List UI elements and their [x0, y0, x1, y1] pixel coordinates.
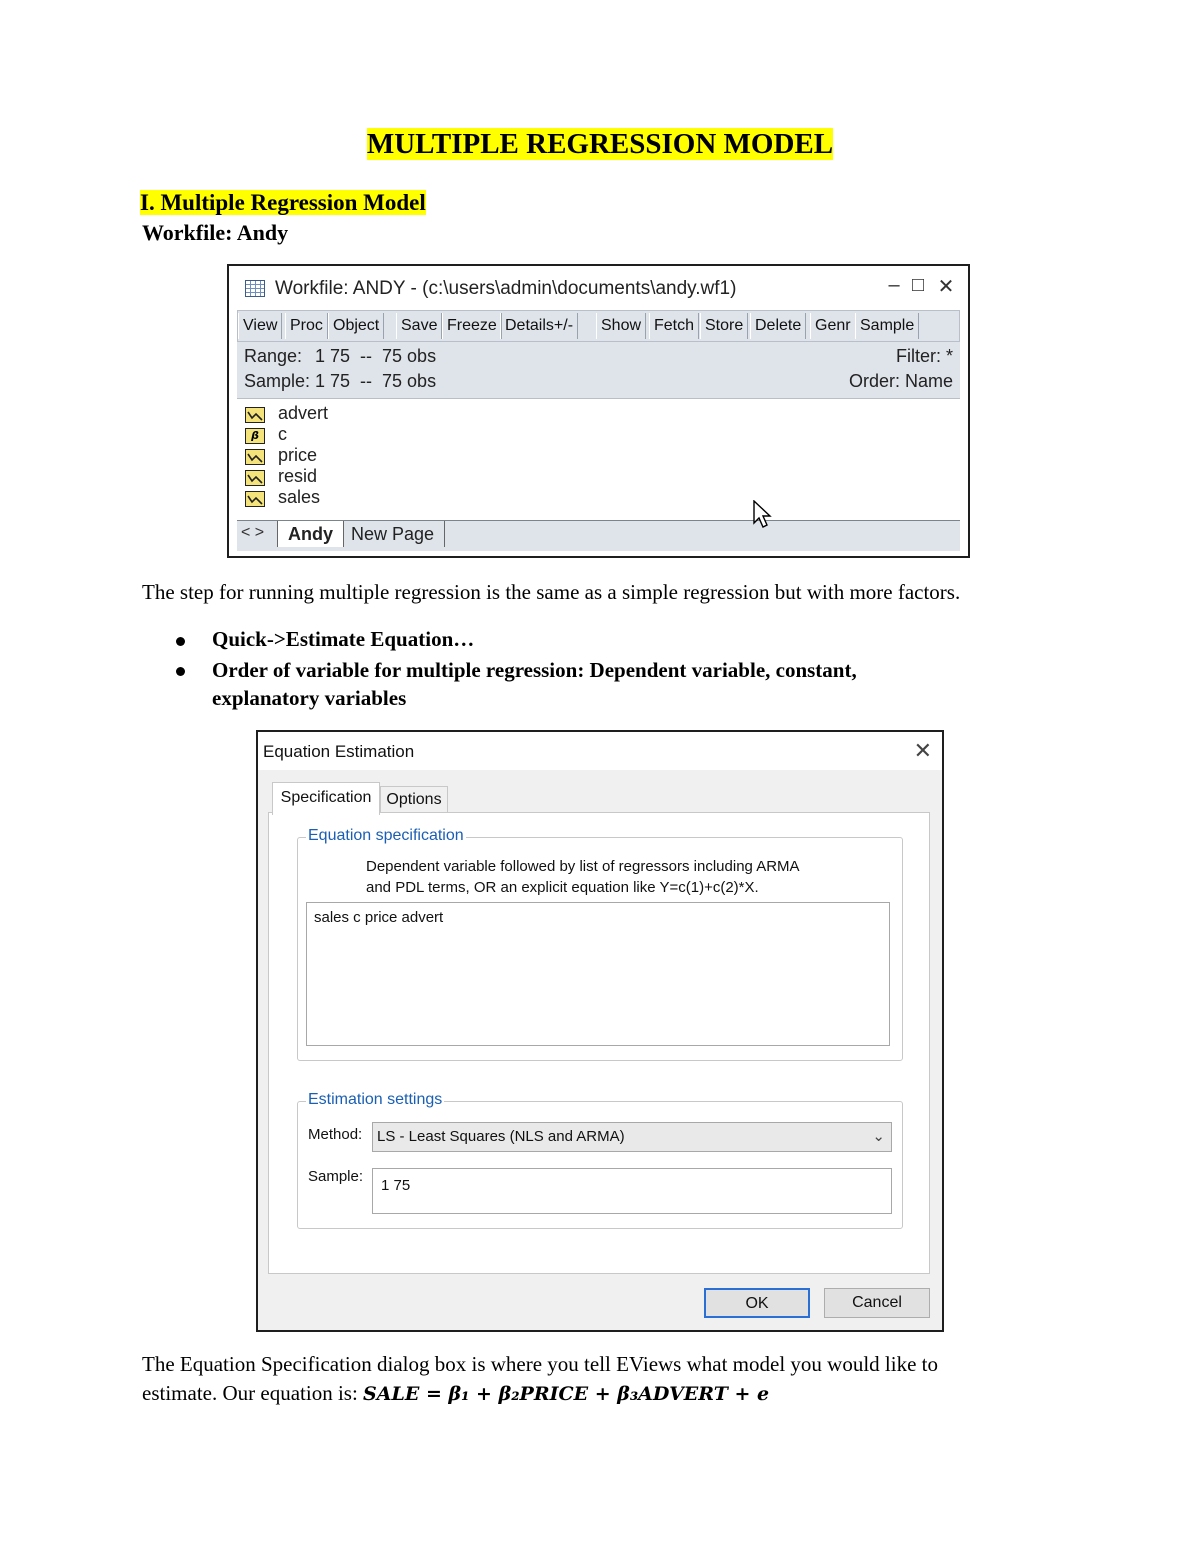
- closing-paragraph-line2: [142, 1381, 769, 1406]
- range-label: Range:: [244, 346, 303, 366]
- closing-paragraph-line1: The Equation Specification dialog box is where you tell EViews what model you would like to: [142, 1352, 938, 1376]
- bullet-variable-order: Order of variable for multiple regression: Dependent variable, constant,: [212, 658, 857, 682]
- toolbar-fetch-button[interactable]: Fetch: [649, 313, 699, 339]
- toolbar-object-button[interactable]: Object: [328, 313, 384, 339]
- method-selected-value: LS - Least Squares (NLS and ARMA): [377, 1128, 625, 1145]
- order-text[interactable]: Order: Name: [848, 371, 953, 391]
- toolbar-store-button[interactable]: Store: [700, 313, 748, 339]
- dialog-titlebar: [258, 732, 942, 770]
- toolbar-genr-button[interactable]: Genr: [810, 313, 856, 339]
- instructions-text: [366, 856, 800, 898]
- document-title: MULTIPLE REGRESSION MODEL: [366, 128, 834, 160]
- bullet-dot: [176, 667, 185, 676]
- tab-scroll-arrows[interactable]: < >: [241, 524, 265, 541]
- workfile-label: Workfile: Andy: [142, 220, 289, 245]
- bullet-variable-order-continued: explanatory variables: [212, 686, 407, 710]
- workfile-info: [237, 342, 960, 398]
- tab-specification[interactable]: Specification: [272, 782, 380, 815]
- group-label: Estimation settings: [308, 1091, 443, 1108]
- toolbar-details-button[interactable]: Details+/-: [500, 313, 578, 339]
- closing-paragraph-prefix: estimate. Our equation is:: [142, 1381, 364, 1405]
- object-name: resid: [278, 466, 318, 486]
- instructions-line: Dependent variable followed by list of regressors including ARMA: [366, 858, 800, 875]
- range-value: 1 75 -- 75 obs: [315, 346, 437, 366]
- specification-panel: [268, 812, 930, 1274]
- intro-paragraph: The step for running multiple regression is the same as a simple regression but with more factors.: [142, 580, 961, 604]
- sample-input[interactable]: 1 75: [372, 1168, 892, 1214]
- group-label: Equation specification: [308, 827, 464, 844]
- filter-text[interactable]: Filter: *: [895, 346, 953, 366]
- workfile-window: [227, 264, 970, 558]
- equation-specification-group: [297, 827, 903, 1061]
- coefficient-icon: β: [245, 428, 265, 444]
- chevron-down-icon: ⌄: [872, 1128, 885, 1145]
- bullet-quick-estimate: Quick->Estimate Equation…: [212, 627, 475, 651]
- toolbar-freeze-button[interactable]: Freeze: [442, 313, 502, 339]
- workfile-toolbar: [237, 310, 960, 342]
- toolbar-save-button[interactable]: Save: [396, 313, 442, 339]
- method-label: Method:: [308, 1126, 363, 1143]
- workfile-title: Workfile: ANDY - (c:\users\admin\documents\andy.wf1): [275, 278, 737, 299]
- object-name: sales: [278, 487, 321, 507]
- sample-value: 1 75 -- 75 obs: [315, 371, 437, 391]
- dialog-title: Equation Estimation: [263, 742, 415, 761]
- sample-label: Sample:: [244, 371, 311, 391]
- tab-new-page[interactable]: New Page: [341, 521, 445, 547]
- toolbar-show-button[interactable]: Show: [596, 313, 646, 339]
- toolbar-proc-button[interactable]: Proc: [285, 313, 328, 339]
- object-name: advert: [278, 403, 329, 423]
- toolbar-delete-button[interactable]: Delete: [750, 313, 806, 339]
- toolbar-view-button[interactable]: View: [238, 313, 282, 339]
- object-name: c: [278, 424, 287, 444]
- sample-field-label: Sample:: [308, 1168, 364, 1185]
- mouse-cursor-icon: [752, 500, 774, 530]
- series-icon: [245, 407, 265, 423]
- ok-button[interactable]: OK: [704, 1288, 810, 1318]
- maximize-icon[interactable]: □: [911, 274, 925, 296]
- close-icon[interactable]: ✕: [937, 276, 955, 298]
- series-icon: [245, 449, 265, 465]
- series-icon: [245, 491, 265, 507]
- workfile-titlebar: [229, 266, 968, 310]
- minimize-icon[interactable]: –: [888, 274, 900, 296]
- cancel-button[interactable]: Cancel: [824, 1288, 930, 1318]
- regression-equation: SALE = β₁ + β₂PRICE + β₃ADVERT + e: [363, 1383, 770, 1405]
- equation-input[interactable]: sales c price advert: [306, 902, 890, 1046]
- tab-options[interactable]: Options: [380, 786, 448, 813]
- estimation-settings-group: [297, 1091, 903, 1229]
- workfile-object-list: [237, 398, 960, 521]
- workfile-page-tabs: [237, 520, 960, 551]
- section-heading: I. Multiple Regression Model: [140, 190, 426, 215]
- series-icon: [245, 470, 265, 486]
- close-icon[interactable]: ✕: [913, 738, 932, 763]
- method-dropdown[interactable]: [372, 1122, 892, 1152]
- object-name: price: [278, 445, 318, 465]
- instructions-line: and PDL terms, OR an explicit equation like Y=c(1)+c(2)*X.: [366, 879, 759, 896]
- bullet-dot: [176, 637, 185, 646]
- equation-estimation-dialog: [256, 730, 944, 1332]
- toolbar-sample-button[interactable]: Sample: [855, 313, 919, 339]
- workfile-icon: [245, 280, 265, 297]
- tab-andy[interactable]: Andy: [277, 521, 344, 547]
